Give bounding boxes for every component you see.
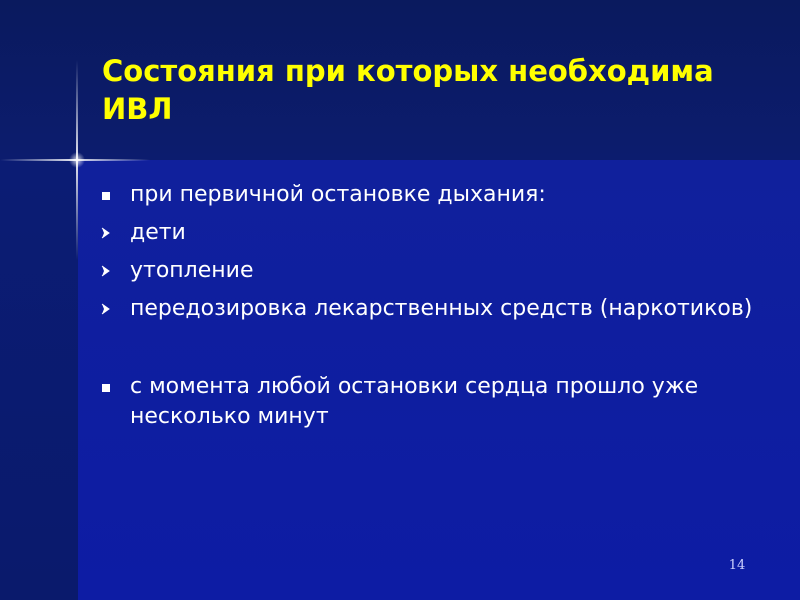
page-number: 14 <box>728 558 746 573</box>
list-item <box>100 218 760 248</box>
list-item <box>100 180 760 210</box>
list-spacer <box>100 332 760 364</box>
square-bullet-icon <box>100 180 120 210</box>
list-item-text: дети <box>130 220 186 245</box>
arrow-bullet-icon <box>100 294 120 324</box>
bullet-list <box>100 180 760 440</box>
list-item <box>100 372 760 432</box>
slide-title: Состояния при которых необходима ИВЛ <box>102 54 714 126</box>
list-item-text: с момента любой остановки сердца прошло уже несколько минут <box>130 374 699 429</box>
arrow-bullet-icon <box>100 218 120 248</box>
list-item-text: утопление <box>130 258 254 283</box>
list-item-text: передозировка лекарственных средств (наркотиков) <box>130 296 753 321</box>
square-bullet-icon <box>100 372 120 402</box>
list-item-text: при первичной остановке дыхания: <box>130 182 546 207</box>
list-item <box>100 256 760 286</box>
list-item <box>100 294 760 324</box>
arrow-bullet-icon <box>100 256 120 286</box>
